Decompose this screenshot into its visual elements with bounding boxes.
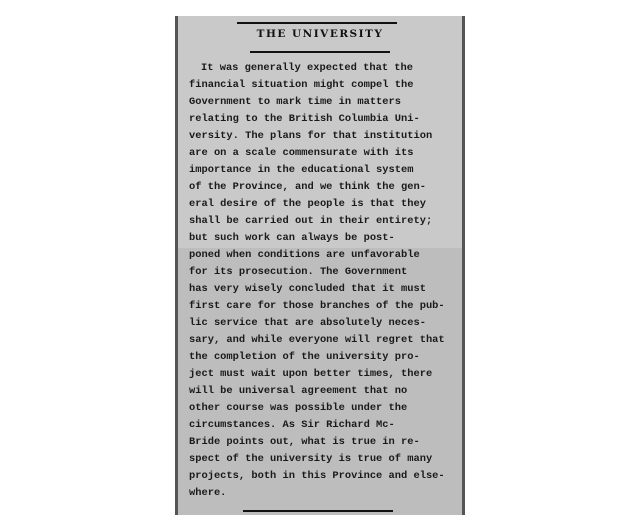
article-line: sary, and while everyone will regret that [189,334,445,346]
article-line: lic service that are absolutely neces- [189,317,426,329]
article-line: Bride points out, what is true in re- [189,436,420,448]
column-edge-left [175,16,178,515]
newspaper-clipping [175,16,465,515]
article-line: Government to mark time in matters [189,96,402,108]
article-line: It was generally expected that the [201,62,414,74]
article-line: where. [189,487,227,499]
article-line: other course was possible under the [189,402,408,414]
article-line: financial situation might compel the [189,79,414,91]
article-line: the completion of the university pro- [189,351,420,363]
article-line: of the Province, and we think the gen- [189,181,426,193]
bottom-rule [243,510,393,512]
article-line: spect of the university is true of many [189,453,433,465]
article-line: importance in the educational system [189,164,414,176]
article-line: relating to the British Columbia Uni- [189,113,420,125]
article-line: will be universal agreement that no [189,385,408,397]
headline-rule [250,51,390,53]
article-line: shall be carried out in their entirety; [189,215,433,227]
article-line: are on a scale commensurate with its [189,147,414,159]
article-line: circumstances. As Sir Richard Mc- [189,419,395,431]
article-line: ject must wait upon better times, there [189,368,433,380]
article-line: versity. The plans for that institution [189,130,433,142]
top-rule [237,22,397,24]
article-line: first care for those branches of the pub- [189,300,445,312]
article-line: but such work can always be post- [189,232,395,244]
article-line: eral desire of the people is that they [189,198,426,210]
article-line: projects, both in this Province and else- [189,470,445,482]
column-edge-right [462,16,465,515]
article-headline: THE UNIVERSITY [256,28,384,40]
article-line: poned when conditions are unfavorable [189,249,420,261]
article-body [189,60,457,502]
article-line: for its prosecution. The Government [189,266,408,278]
article-line: has very wisely concluded that it must [189,283,426,295]
